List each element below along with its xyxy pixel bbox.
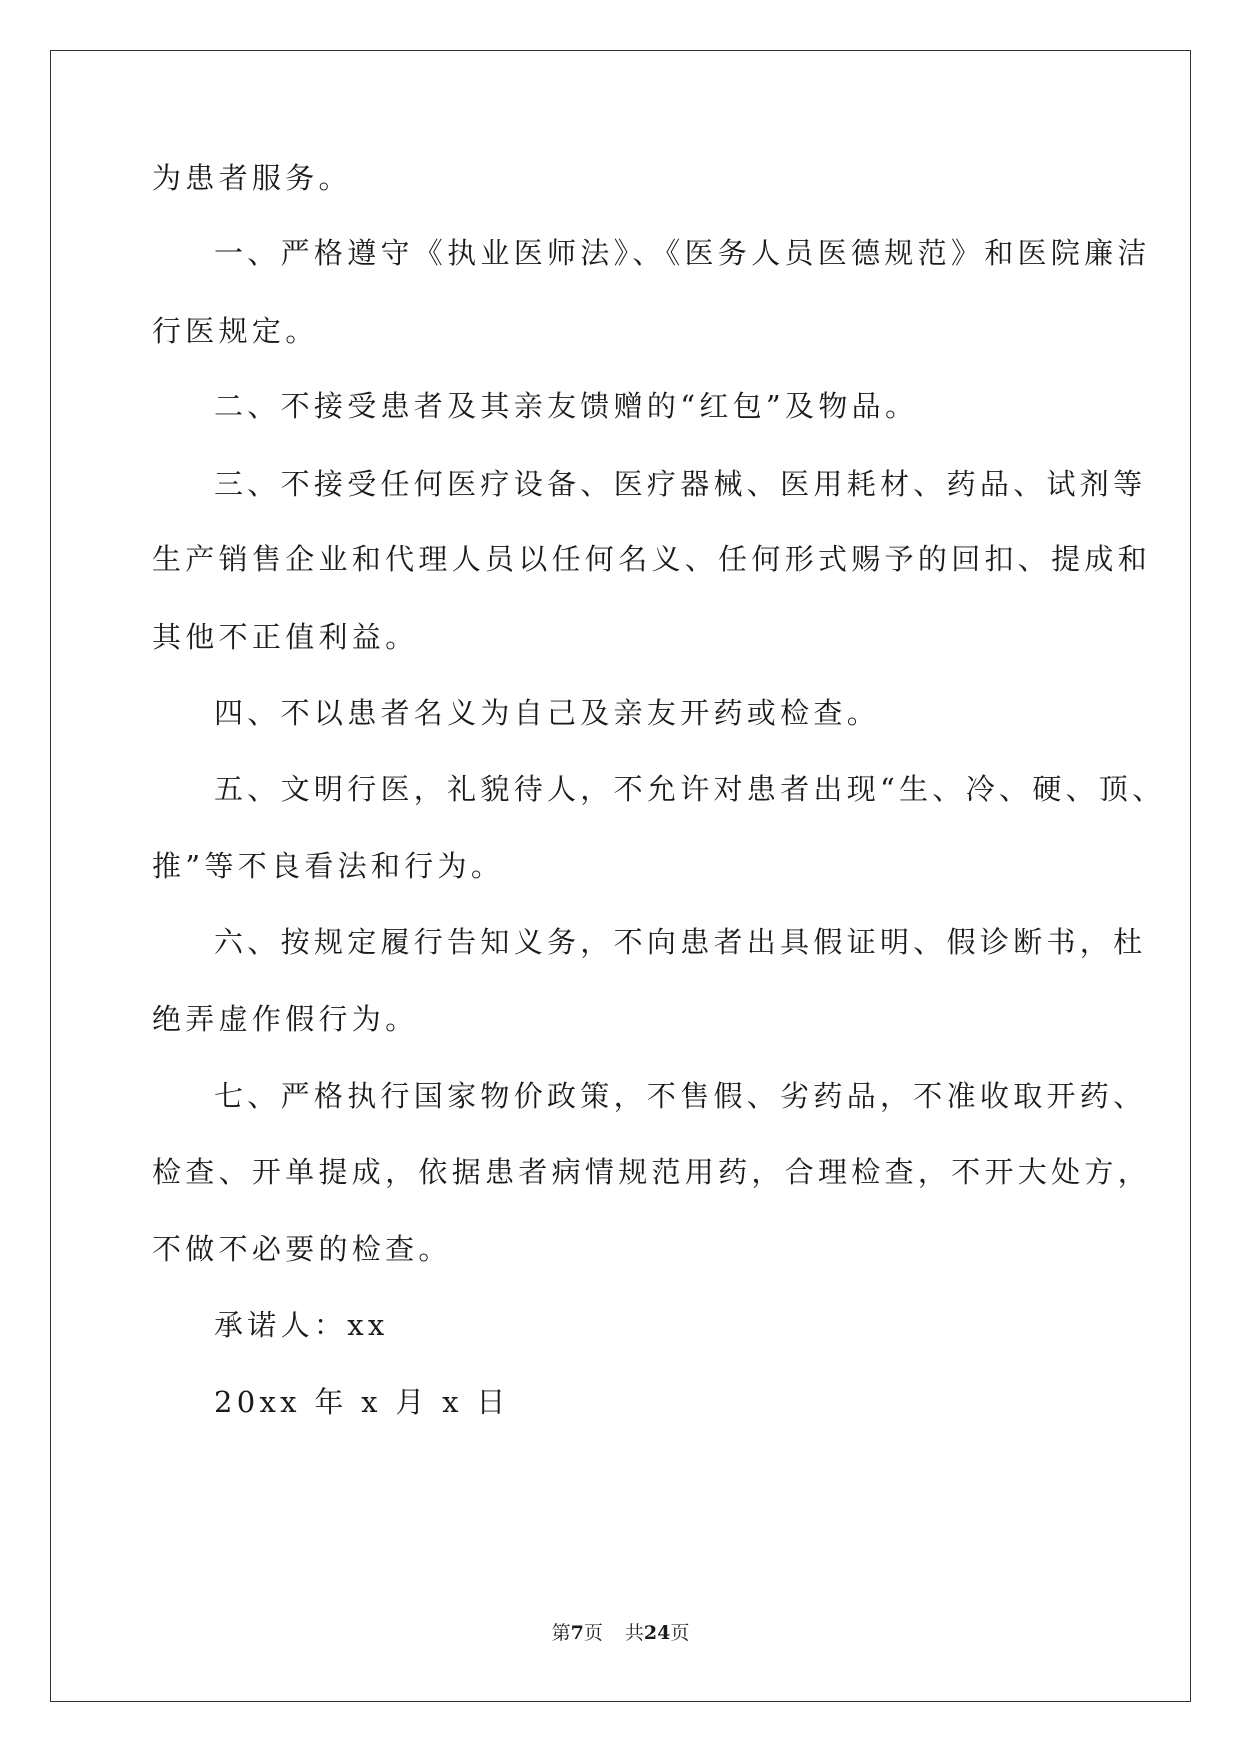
- total-pages: 24: [643, 1622, 671, 1644]
- paragraph-line: 六、按规定履行告知义务，不向患者出具假证明、假诊断书，杜: [214, 925, 1147, 959]
- paragraph-line: 三、不接受任何医疗设备、医疗器械、医用耗材、药品、试剂等: [214, 467, 1147, 501]
- page-prefix: 第: [551, 1622, 571, 1644]
- paragraph-line: 七、严格执行国家物价政策，不售假、劣药品，不准收取开药、: [214, 1079, 1147, 1113]
- paragraph-line: 推”等不良看法和行为。: [152, 849, 505, 883]
- total-prefix: 共: [624, 1622, 644, 1644]
- page-footer: [0, 1620, 1241, 1646]
- date-line: 20xx 年 x 月 x 日: [214, 1385, 510, 1419]
- paragraph-line: 二、不接受患者及其亲友馈赠的“红包”及物品。: [214, 389, 919, 423]
- paragraph-line: 检查、开单提成，依据患者病情规范用药，合理检查，不开大处方，: [152, 1155, 1152, 1189]
- page-suffix: 页: [583, 1622, 603, 1644]
- paragraph-line: 一、严格遵守《执业医师法》、《医务人员医德规范》和医院廉洁: [214, 236, 1151, 270]
- total-suffix: 页: [670, 1622, 690, 1644]
- paragraph-line: 五、文明行医，礼貌待人，不允许对患者出现“生、冷、硬、顶、: [214, 772, 1166, 806]
- paragraph-line: 为患者服务。: [152, 161, 352, 195]
- page-number: 7: [570, 1622, 584, 1644]
- paragraph-line: 绝弄虚作假行为。: [152, 1002, 419, 1036]
- paragraph-line: 其他不正值利益。: [152, 620, 419, 654]
- paragraph-line: 四、不以患者名义为自己及亲友开药或检查。: [214, 696, 881, 730]
- paragraph-line: 行医规定。: [152, 314, 319, 348]
- signatory-line: 承诺人：xx: [214, 1308, 389, 1342]
- paragraph-line: 生产销售企业和代理人员以任何名义、任何形式赐予的回扣、提成和: [152, 542, 1152, 576]
- paragraph-line: 不做不必要的检查。: [152, 1232, 452, 1266]
